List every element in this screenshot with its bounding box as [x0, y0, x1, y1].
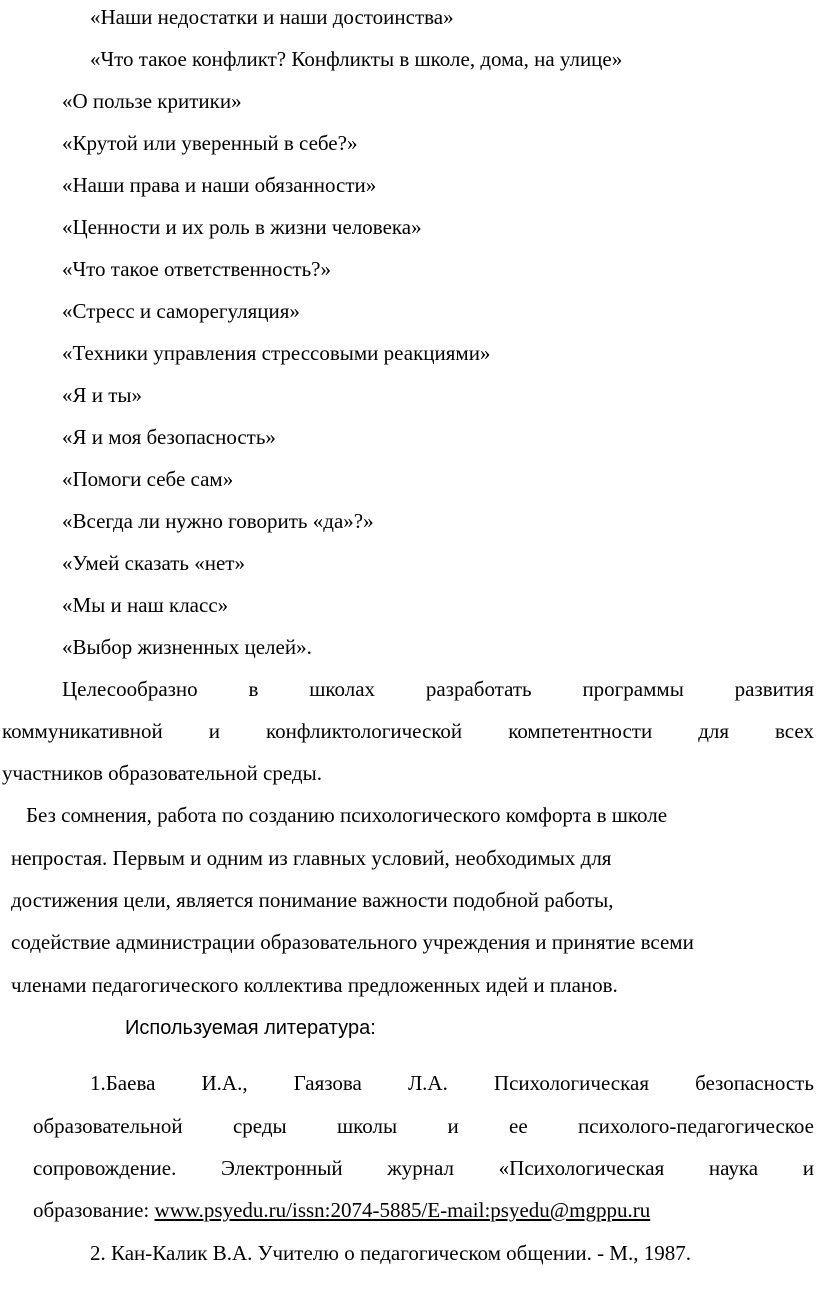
- topic-item: «Я и ты»: [62, 383, 143, 407]
- reference-line: [33, 1158, 814, 1179]
- word: И.А.,: [201, 1071, 248, 1095]
- topic-item: «Ценности и их роль в жизни человека»: [62, 215, 422, 239]
- word: для: [698, 719, 730, 743]
- word: коммуникативной: [2, 719, 163, 743]
- topic-item: «Всегда ли нужно говорить «да»?»: [62, 509, 374, 533]
- word: Электронный: [221, 1156, 343, 1180]
- word: всех: [775, 719, 814, 743]
- word: в: [248, 677, 259, 701]
- word: и: [447, 1114, 459, 1138]
- word: психолого-педагогическое: [578, 1114, 814, 1138]
- reference-line: [33, 1116, 814, 1137]
- paragraph-line: непростая. Первым и одним из главных условий, необходимых для: [11, 846, 612, 870]
- topic-item: «О пользе критики»: [62, 89, 242, 113]
- word: Гаязова: [293, 1071, 362, 1095]
- reference-line: [33, 1200, 650, 1221]
- word: разработать: [425, 677, 532, 701]
- topic-item: «Наши права и наши обязанности»: [62, 173, 377, 197]
- word: школах: [309, 677, 376, 701]
- word: журнал: [387, 1156, 454, 1180]
- word: конфликтологической: [266, 719, 463, 743]
- literature-heading: Используемая литература:: [125, 1017, 376, 1039]
- paragraph-line: [62, 679, 814, 700]
- word: школы: [336, 1114, 398, 1138]
- word: программы: [582, 677, 684, 701]
- word: образовательной: [33, 1114, 183, 1138]
- word: Л.А.: [407, 1071, 448, 1095]
- word: развития: [734, 677, 814, 701]
- word: безопасность: [695, 1071, 814, 1095]
- word: Целесообразно: [62, 677, 198, 701]
- topic-item: «Я и моя безопасность»: [62, 425, 276, 449]
- word: компетентности: [508, 719, 653, 743]
- paragraph-line: [2, 721, 814, 742]
- topic-item: «Что такое ответственность?»: [62, 257, 331, 281]
- reference-line: [90, 1073, 814, 1094]
- word: наука: [708, 1156, 759, 1180]
- word: сопровождение.: [33, 1156, 177, 1180]
- word: «Психологическая: [498, 1156, 665, 1180]
- topic-item: «Умей сказать «нет»: [62, 551, 245, 575]
- word: Психологическая: [493, 1071, 649, 1095]
- word: 1.Баева: [90, 1071, 156, 1095]
- paragraph-line: участников образовательной среды.: [2, 761, 322, 785]
- word: и: [802, 1156, 814, 1180]
- topic-item: «Выбор жизненных целей».: [62, 635, 312, 659]
- reference-prefix: образование:: [33, 1198, 155, 1222]
- reference-link[interactable]: www.psyedu.ru/issn:2074-5885/E-mail:psyedu@mgppu.ru: [154, 1198, 651, 1222]
- topic-item: «Стресс и саморегуляция»: [62, 299, 300, 323]
- paragraph-line: содействие администрации образовательного учреждения и принятие всеми: [11, 930, 694, 954]
- topic-item: «Помоги себе сам»: [62, 467, 234, 491]
- paragraph-line: достижения цели, является понимание важности подобной работы,: [11, 888, 614, 912]
- topic-item: «Техники управления стрессовыми реакциями»: [62, 341, 491, 365]
- topic-item: «Крутой или уверенный в себе?»: [62, 131, 358, 155]
- word: и: [208, 719, 221, 743]
- word: ее: [509, 1114, 528, 1138]
- word: среды: [232, 1114, 287, 1138]
- topic-item: «Мы и наш класс»: [62, 593, 229, 617]
- paragraph-line: членами педагогического коллектива предложенных идей и планов.: [11, 973, 618, 997]
- topic-item: «Что такое конфликт? Конфликты в школе, дома, на улице»: [90, 47, 623, 71]
- reference-line: 2. Кан-Калик В.А. Учителю о педагогическом общении. - М., 1987.: [90, 1241, 691, 1265]
- paragraph-line: Без сомнения, работа по созданию психологического комфорта в школе: [26, 803, 668, 827]
- topic-item: «Наши недостатки и наши достоинства»: [90, 5, 454, 29]
